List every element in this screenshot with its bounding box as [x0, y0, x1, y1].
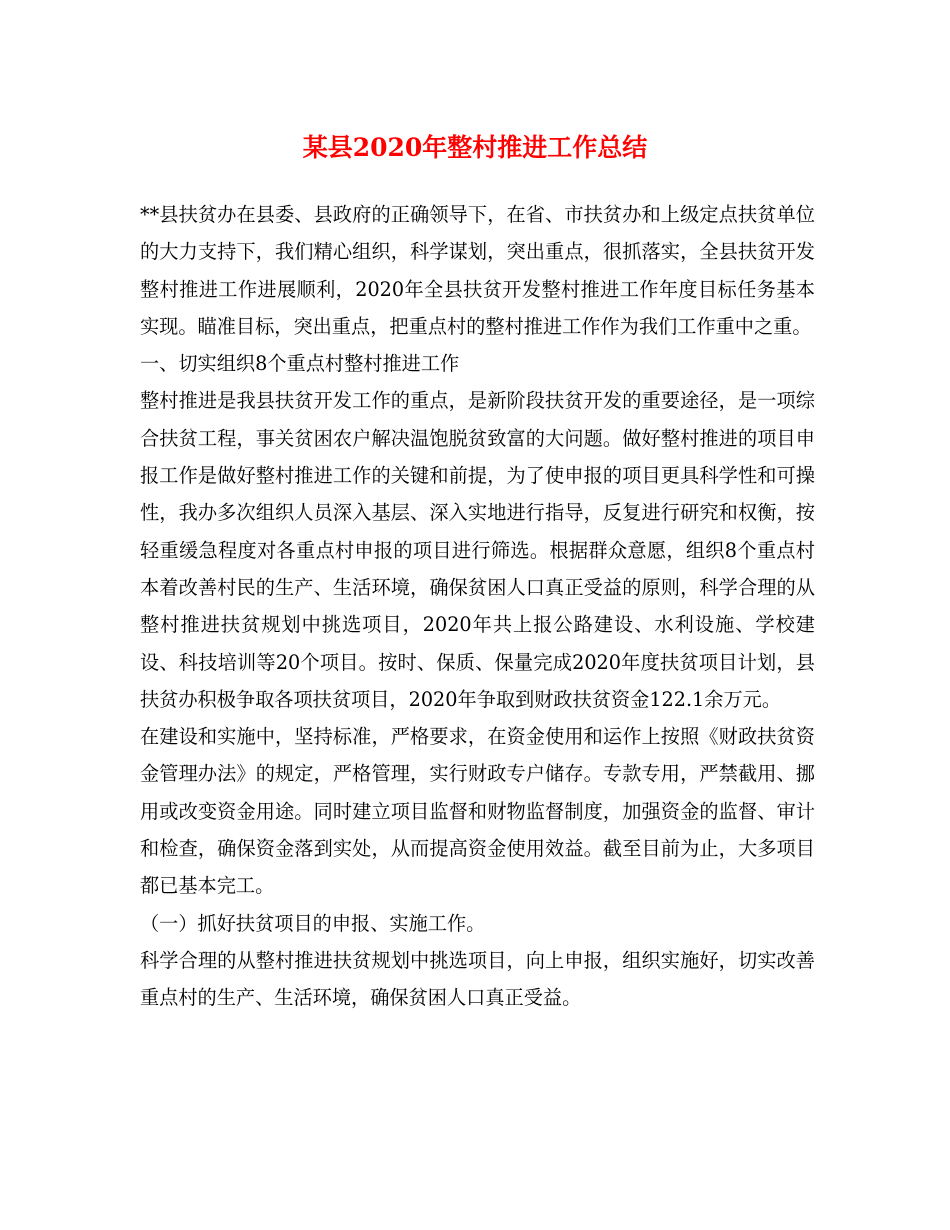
- body-paragraph: 科学合理的从整村推进扶贫规划中挑选项目，向上申报，组织实施好，切实改善重点村的生产、生活环境，确保贫困人口真正受益。: [140, 948, 815, 1010]
- intro-paragraph: **县扶贫办在县委、县政府的正确领导下，在省、市扶贫办和上级定点扶贫单位的大力支持下，我们精心组织，科学谋划，突出重点，很抓落实，全县扶贫开发整村推进工作进展顺利，2020年全县扶贫开发整村推进工作年度目标任务基本实现。瞄准目标，突出重点，把重点村的整村推进工作作为我们工作重中之重。: [140, 203, 815, 338]
- body-paragraph: 在建设和实施中，坚持标准，严格要求，在资金使用和运作上按照《财政扶贫资金管理办法》的规定，严格管理，实行财政专户储存。专款专用，严禁截用、挪用或改变资金用途。同时建立项目监督和财物监督制度，加强资金的监督、审计和检查，确保资金落到实处，从而提高资金使用效益。截至目前为止，大多项目都已基本完工。: [140, 725, 815, 898]
- document-title: 某县2020年整村推进工作总结: [302, 133, 648, 162]
- document-body: [140, 196, 815, 1017]
- body-paragraph: 整村推进是我县扶贫开发工作的重点，是新阶段扶贫开发的重要途径，是一项综合扶贫工程，事关贫困农户解决温饱脱贫致富的大问题。做好整村推进的项目申报工作是做好整村推进工作的关键和前提，为了使申报的项目更具科学性和可操性，我办多次组织人员深入基层、深入实地进行指导，反复进行研究和权衡，按轻重缓急程度对各重点村申报的项目进行筛选。根据群众意愿，组织8个重点村本着改善村民的生产、生活环境，确保贫困人口真正受益的原则，科学合理的从整村推进扶贫规划中挑选项目，2020年共上报公路建设、水利设施、学校建设、科技培训等20个项目。按时、保质、保量完成2020年度扶贫项目计划，县扶贫办积极争取各项扶贫项目，2020年争取到财政扶贫资金122.1余万元。: [140, 389, 815, 711]
- subsection-heading-1: （一）抓好扶贫项目的申报、实施工作。: [140, 911, 486, 935]
- section-heading-1: 一、切实组织8个重点村整村推进工作: [140, 352, 460, 376]
